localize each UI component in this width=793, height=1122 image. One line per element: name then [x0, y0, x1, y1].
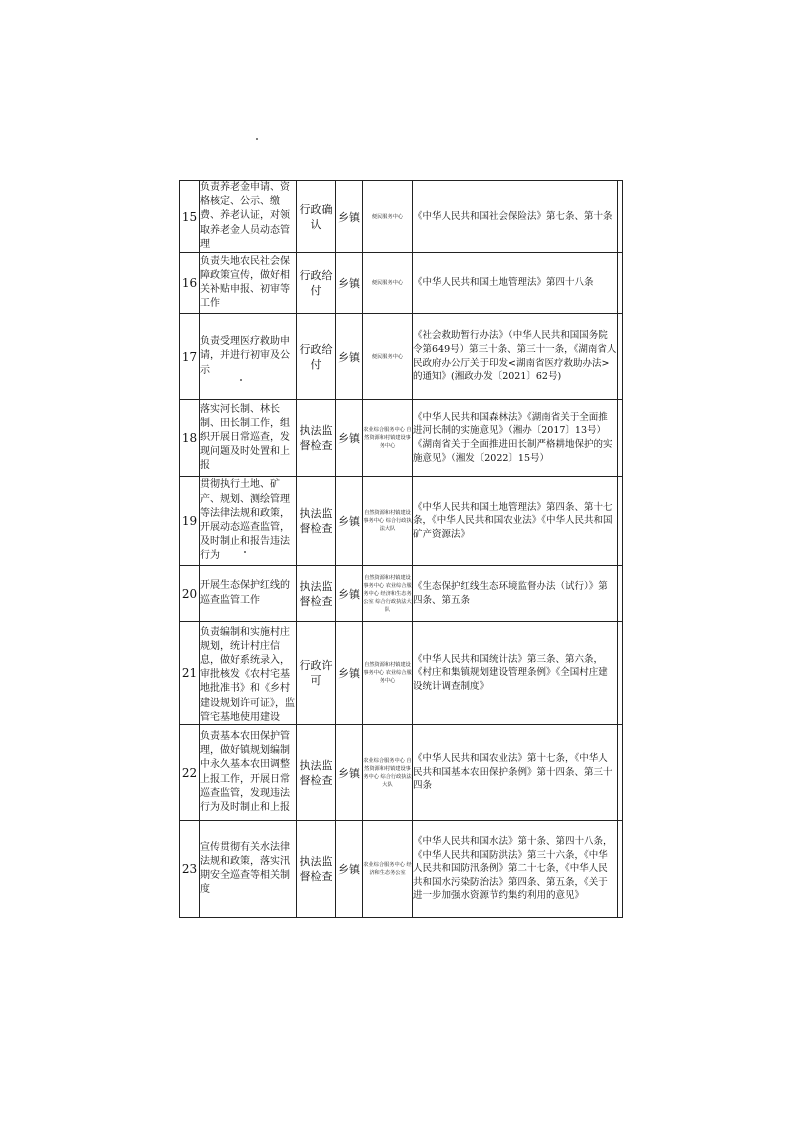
- row-number: 18: [180, 400, 200, 477]
- dept-cell: 农业综合服务中心 自然资源和村镇建设事务中心 综合行政执法大队: [363, 725, 413, 821]
- row-number: 19: [180, 477, 200, 566]
- level-cell: 乡镇: [336, 253, 363, 314]
- scan-speck: [256, 138, 258, 140]
- basis-cell: 《中华人民共和国社会保险法》第七条、第十条: [413, 181, 618, 253]
- dept-cell: 农业综合服务中心 自然资源和村镇建设事务中心: [363, 400, 413, 477]
- task-cell: 负责编制和实施村庄规划，统计村庄信息，做好系统录入，审批核发《农村宅基地批准书》和《乡村建设规划许可证》，监管宅基地使用建设: [200, 626, 295, 723]
- blank-cell: [618, 821, 623, 918]
- basis-cell: 《中华人民共和国农业法》第十七条，《中华人民共和国基本农田保护条例》第十四条、第三十四条: [413, 725, 618, 821]
- basis-cell: 《中华人民共和国水法》第十条、第四十八条，《中华人民共和国防洪法》第三十六条，《中华人民共和国防汛条例》第二十七条，《中华人民共和国水污染防治法》第四条、第五条，《关于进一步加强水资源节约集约利用的意见》: [413, 821, 618, 918]
- level-cell: 乡镇: [336, 566, 363, 622]
- row-number: 22: [180, 725, 200, 821]
- level-cell: 乡镇: [336, 400, 363, 477]
- table-row: [180, 477, 623, 566]
- level-cell: 乡镇: [336, 821, 363, 918]
- blank-cell: [618, 314, 623, 400]
- task-cell: 负责失地农民社会保障政策宣传，做好相关补贴申报、初审等工作: [200, 253, 297, 314]
- level-cell: 乡镇: [336, 725, 363, 821]
- dept-cell: 自然资源和村镇建设事务中心 农业综合服务中心 经济和生态务公室 综合行政执法大队: [363, 566, 413, 622]
- level-cell: 乡镇: [336, 622, 363, 725]
- basis-cell: 《中华人民共和国森林法》《湖南省关于全面推进河长制的实施意见》（湘办〔2017〕13号）《湖南省关于全面推进田长制严格耕地保护的实施意见》（湘发〔2022〕15号）: [413, 400, 618, 477]
- task-cell: 落实河长制、林长制、田长制工作，组织开展日常巡查，发现问题及时处置和上报: [200, 400, 297, 477]
- level-cell: 乡镇: [336, 314, 363, 400]
- blank-cell: [618, 566, 623, 622]
- type-cell: 执法监督检查: [297, 821, 336, 918]
- responsibility-table: [179, 180, 623, 918]
- task-cell: 宣传贯彻有关水法律法规和政策，落实汛期安全巡查等相关制度: [200, 821, 297, 918]
- dept-cell: 便民服务中心: [363, 314, 413, 400]
- task-cell: 负责基本农田保护管理，做好镇规划编制中永久基本农田调整上报工作，开展日常巡查监管，发现违法行为及时制止和上报: [200, 725, 297, 821]
- type-cell: 执法监督检查: [297, 725, 336, 821]
- blank-cell: [618, 181, 623, 253]
- table-row: [180, 725, 623, 821]
- basis-cell: 《中华人民共和国土地管理法》第四条、第十七条，《中华人民共和国农业法》《中华人民共和国矿产资源法》: [413, 477, 618, 566]
- table-row: [180, 821, 623, 918]
- type-cell: 执法监督检查: [297, 477, 336, 566]
- row-number: 20: [180, 566, 200, 622]
- row-number: 21: [180, 622, 200, 725]
- table-row: [180, 622, 623, 725]
- type-cell: 执法监督检查: [297, 400, 336, 477]
- row-number: 16: [180, 253, 200, 314]
- task-cell-wrapper: [200, 622, 297, 725]
- type-cell: 行政给付: [297, 314, 336, 400]
- dept-cell: 农业综合服务中心 经济和生态务公室: [363, 821, 413, 918]
- basis-cell: 《中华人民共和国统计法》第三条、第六条，《村庄和集镇规划建设管理条例》《全国村庄建设统计调查制度》: [413, 622, 618, 725]
- blank-cell: [618, 725, 623, 821]
- task-cell: 负责养老金申请、资格核定、公示、缴费、养老认证，对领取养老金人员动态管理: [200, 181, 297, 253]
- type-cell: 执法监督检查: [297, 566, 336, 622]
- blank-cell: [618, 400, 623, 477]
- blank-cell: [618, 622, 623, 725]
- blank-cell: [618, 253, 623, 314]
- task-cell: 负责受理医疗救助申请，并进行初审及公示: [200, 314, 297, 400]
- type-cell: 行政给付: [297, 253, 336, 314]
- type-cell: 行政确认: [297, 181, 336, 253]
- table-row: [180, 400, 623, 477]
- row-number: 23: [180, 821, 200, 918]
- level-cell: 乡镇: [336, 181, 363, 253]
- dept-cell: 自然资源和村镇建设事务中心 综合行政执法大队: [363, 477, 413, 566]
- table-row: [180, 181, 623, 253]
- basis-cell: 《社会救助暂行办法》（中华人民共和国国务院令第649号）第三十条、第三十一条，《湖南省人民政府办公厅关于印发<湖南省医疗救助办法>的通知》(湘政办发〔2021〕62号): [413, 314, 618, 400]
- table-row: [180, 566, 623, 622]
- row-number: 17: [180, 314, 200, 400]
- table-row: [180, 253, 623, 314]
- basis-cell: 《生态保护红线生态环境监督办法（试行）》第四条、第五条: [413, 566, 618, 622]
- basis-cell: 《中华人民共和国土地管理法》第四十八条: [413, 253, 618, 314]
- dept-cell: 便民服务中心: [363, 181, 413, 253]
- blank-cell: [618, 477, 623, 566]
- task-cell: 贯彻执行土地、矿产、规划、测绘管理等法律法规和政策，开展动态巡查监管，及时制止和报告违法行为: [200, 477, 297, 566]
- type-cell: 行政许可: [297, 622, 336, 725]
- table-row: [180, 314, 623, 400]
- dept-cell: 自然资源和村镇建设事务中心 农业综合服务中心: [363, 622, 413, 725]
- dept-cell: 便民服务中心: [363, 253, 413, 314]
- row-number: 15: [180, 181, 200, 253]
- task-cell: 开展生态保护红线的巡查监管工作: [200, 566, 297, 622]
- level-cell: 乡镇: [336, 477, 363, 566]
